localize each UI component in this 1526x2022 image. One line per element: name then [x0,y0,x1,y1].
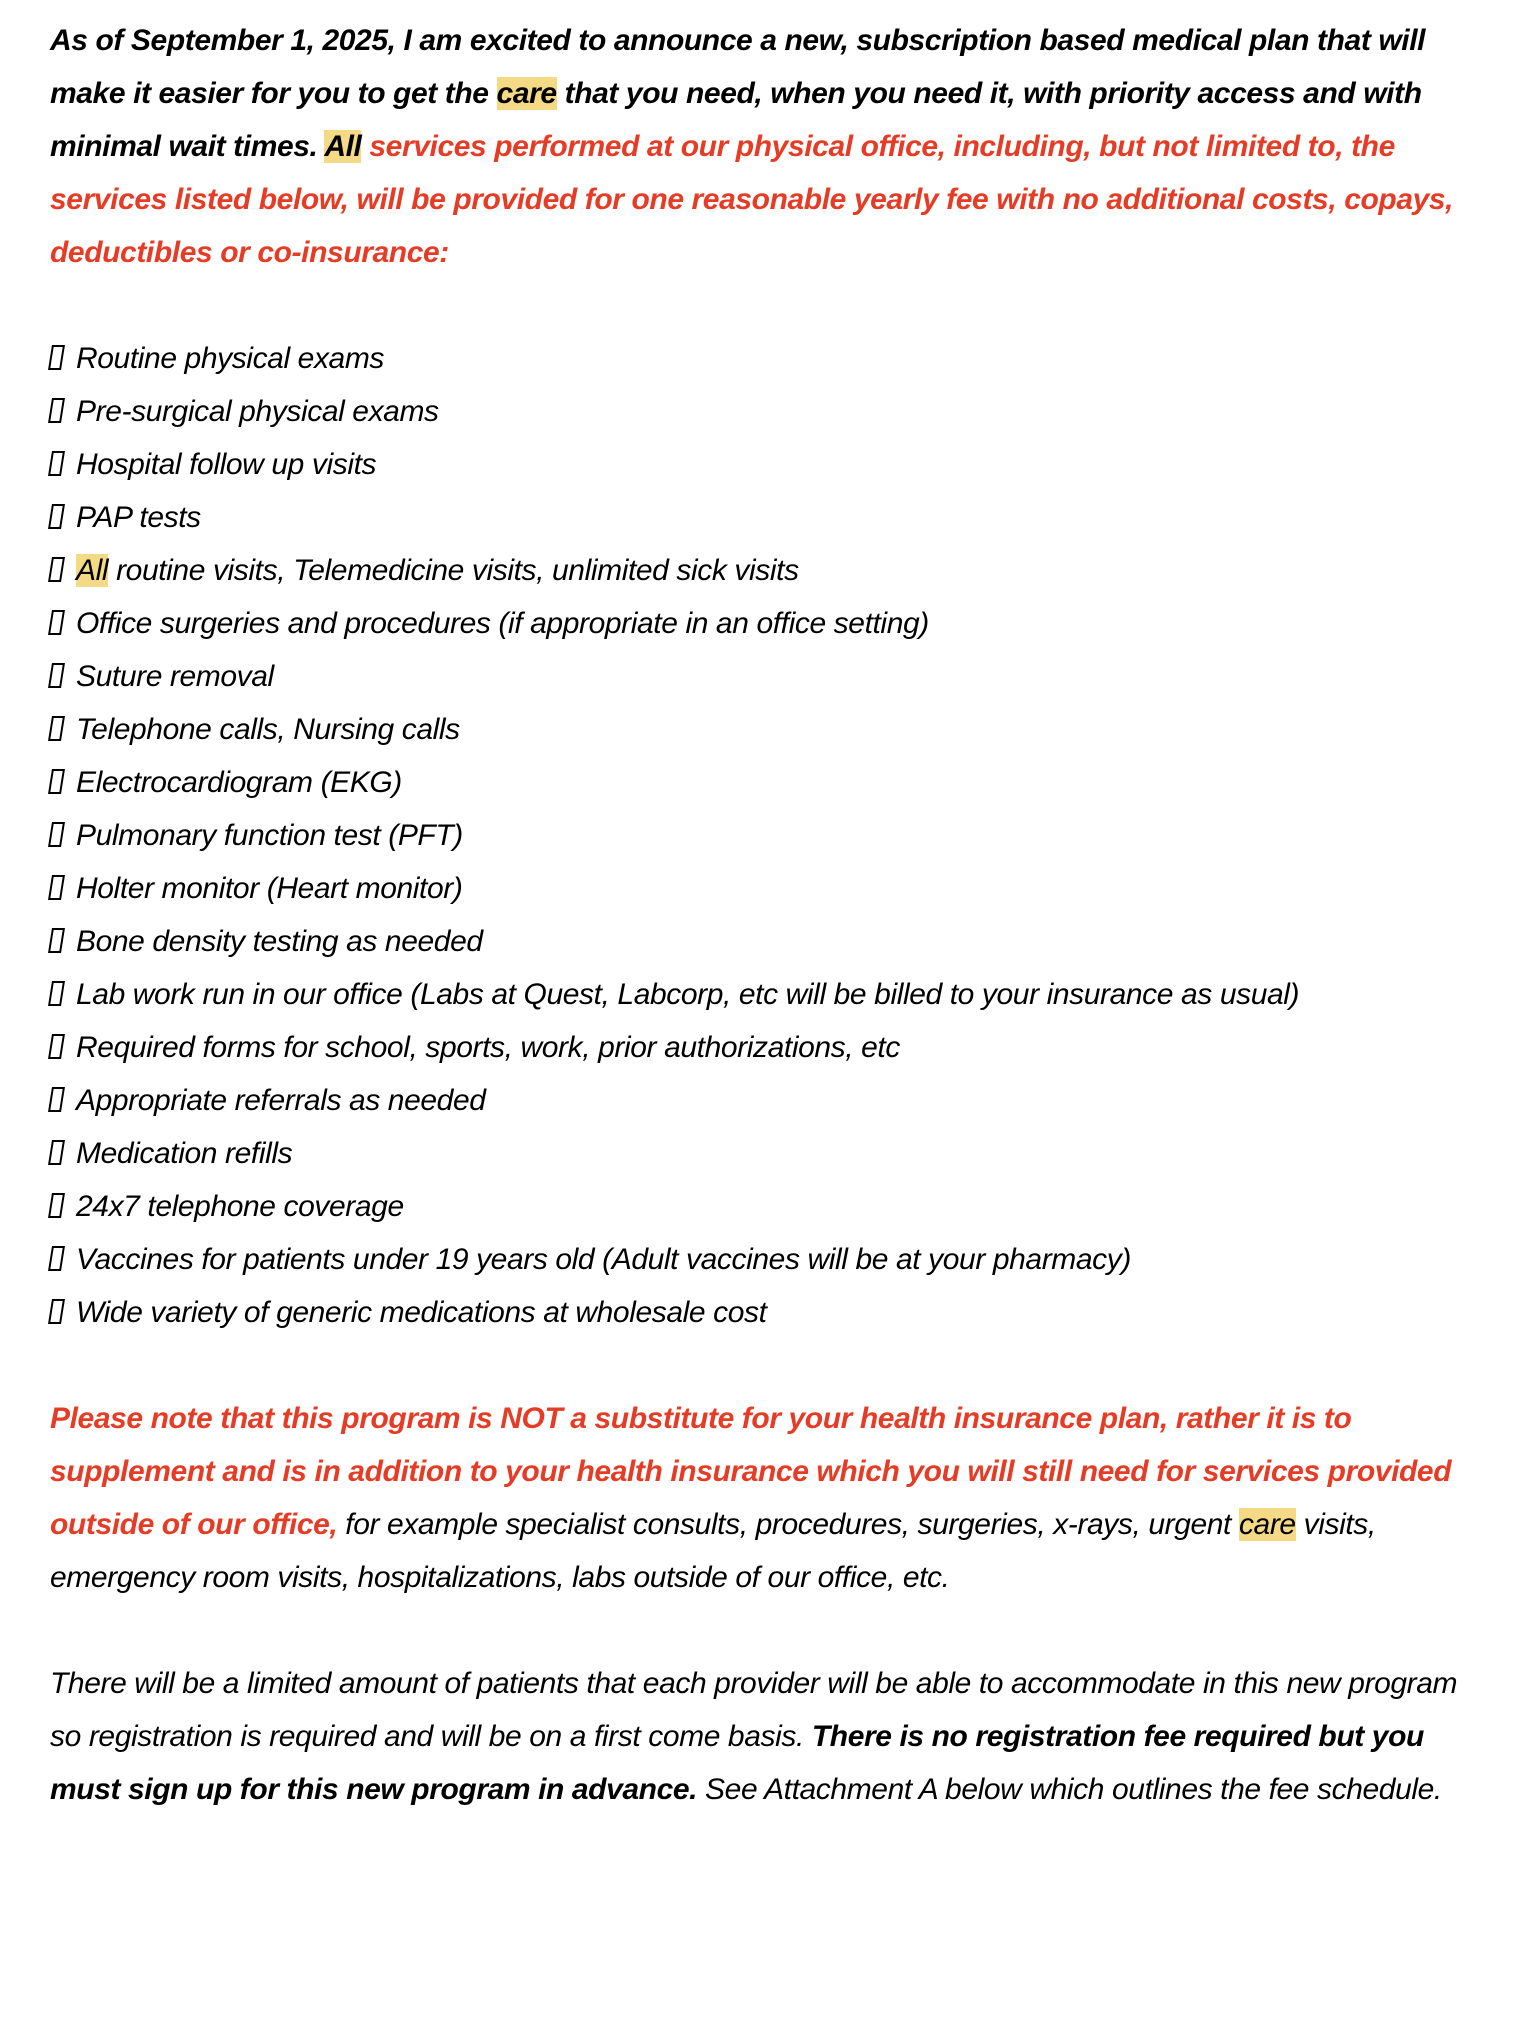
text-segment: Vaccines for patients under 19 years old (Adult vaccines will be at your pharmacy) [76,1243,1131,1276]
list-item [50,1021,1476,1074]
list-item [50,862,1476,915]
text-segment: routine visits, Telemedicine visits, unlimited sick visits [108,554,799,587]
text-segment: As of September 1, 2025, I am excited to announce a new, subscription based medical plan that will make it easier for you to get the [50,24,1426,110]
highlighted-text: All [324,130,362,163]
list-item [50,544,1476,597]
text-segment: Pulmonary function test (PFT) [76,819,463,852]
text-segment: Lab work run in our office (Labs at Quest, Labcorp, etc will be billed to your insurance as usual) [76,978,1300,1011]
text-segment: There will be a limited amount of patients that each provider will be able to accommodate in this new program so registration is required and will be on a first come basis. [50,1667,1458,1753]
missing-glyph-bullet-icon [48,398,65,423]
missing-glyph-bullet-icon [48,1193,65,1218]
intro-paragraph [50,14,1476,279]
insurance-note-paragraph [50,1392,1476,1604]
list-item [50,703,1476,756]
included-services-list [50,332,1476,1339]
missing-glyph-bullet-icon [48,928,65,953]
list-item [50,1233,1476,1286]
list-item [50,968,1476,1021]
list-item [50,1074,1476,1127]
text-segment: that you need, when you need it, with priority access and with minimal wait times. [50,77,1422,163]
text-segment: Wide variety of generic medications at wholesale cost [76,1296,767,1329]
highlighted-text: care [496,77,557,110]
text-segment: Medication refills [76,1137,293,1170]
list-item [50,1180,1476,1233]
missing-glyph-bullet-icon [48,1087,65,1112]
text-segment: Required forms for school, sports, work, prior authorizations, etc [76,1031,900,1064]
missing-glyph-bullet-icon [48,345,65,370]
list-item [50,1286,1476,1339]
missing-glyph-bullet-icon [48,610,65,635]
missing-glyph-bullet-icon [48,1299,65,1324]
text-segment: Routine physical exams [76,342,385,375]
missing-glyph-bullet-icon [48,557,65,582]
missing-glyph-bullet-icon [48,504,65,529]
missing-glyph-bullet-icon [48,875,65,900]
list-item [50,332,1476,385]
missing-glyph-bullet-icon [48,716,65,741]
text-segment: Electrocardiogram (EKG) [76,766,402,799]
missing-glyph-bullet-icon [48,769,65,794]
text-segment: Pre-surgical physical exams [76,395,439,428]
missing-glyph-bullet-icon [48,981,65,1006]
text-segment: Please note that this program is NOT a substitute for your health insurance plan, rather it is to supplement and is in addition to your health insurance which you will still need for services provided outside of our office, [50,1402,1452,1541]
list-item [50,650,1476,703]
list-item [50,438,1476,491]
list-item [50,597,1476,650]
text-segment: Telephone calls, Nursing calls [76,713,460,746]
missing-glyph-bullet-icon [48,451,65,476]
text-segment: Holter monitor (Heart monitor) [76,872,463,905]
list-item [50,385,1476,438]
list-item [50,915,1476,968]
list-item [50,756,1476,809]
highlighted-text: All [76,554,109,587]
registration-paragraph [50,1657,1476,1816]
list-item [50,491,1476,544]
list-item [50,1127,1476,1180]
missing-glyph-bullet-icon [48,663,65,688]
text-segment: Bone density testing as needed [76,925,483,958]
text-segment: Suture removal [76,660,274,693]
missing-glyph-bullet-icon [48,1246,65,1271]
text-segment: There is no registration fee required but you must sign up for this new program in advance. [50,1720,1424,1806]
text-segment: visits, emergency room visits, hospitalizations, labs outside of our office, etc. [50,1508,1376,1594]
list-item [50,809,1476,862]
text-segment: 24x7 telephone coverage [76,1190,404,1223]
text-segment: for example specialist consults, procedures, surgeries, x-rays, urgent [345,1508,1239,1541]
text-segment: Hospital follow up visits [76,448,377,481]
missing-glyph-bullet-icon [48,822,65,847]
highlighted-text: care [1238,1508,1296,1541]
missing-glyph-bullet-icon [48,1034,65,1059]
text-segment: See Attachment A below which outlines the fee schedule. [705,1773,1442,1806]
missing-glyph-bullet-icon [48,1140,65,1165]
text-segment: services performed at our physical office, including, but not limited to, the services listed below, will be provided for one reasonable yearly fee with no additional costs, copays, deductibles or co-insurance: [50,130,1454,269]
text-segment: Appropriate referrals as needed [76,1084,486,1117]
text-segment: Office surgeries and procedures (if appropriate in an office setting) [76,607,929,640]
text-segment: PAP tests [76,501,201,534]
